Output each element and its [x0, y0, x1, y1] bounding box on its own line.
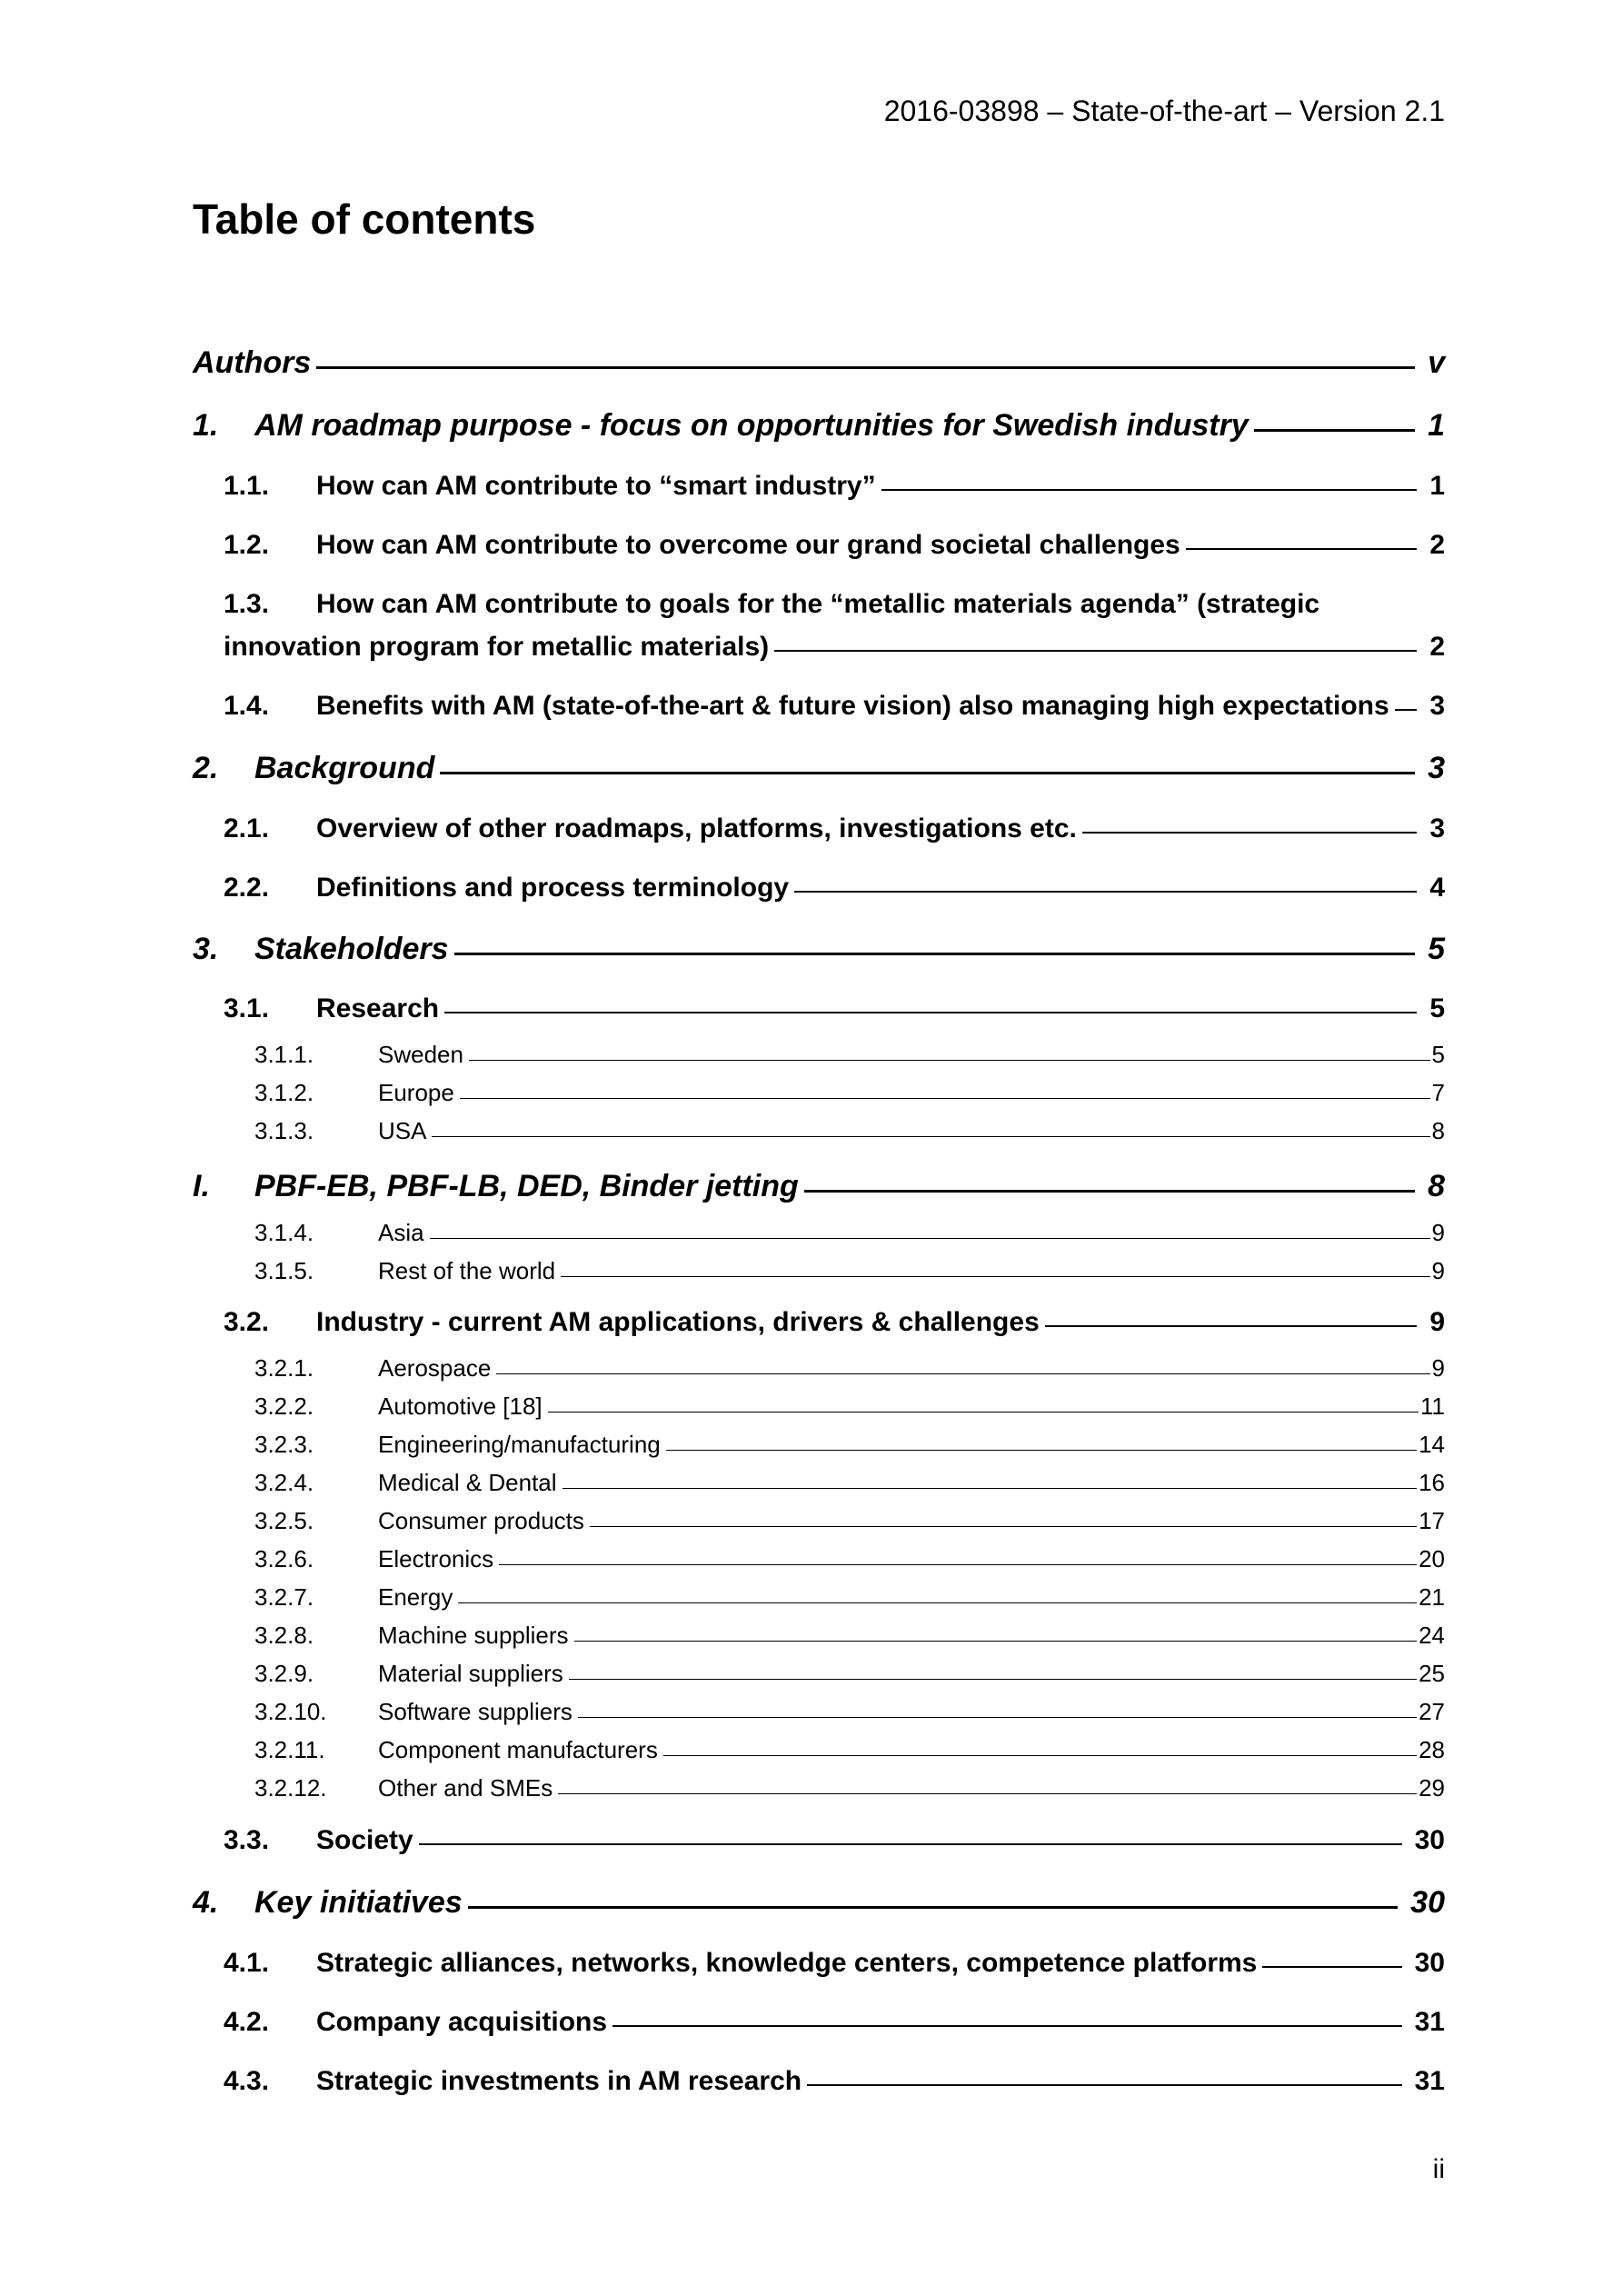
toc-page-number: 2 [1429, 530, 1445, 560]
toc-entry-chapter-4[interactable] [193, 1885, 1445, 1921]
toc-entry-number: 3.2. [224, 1307, 270, 1337]
toc-entry-title: Medical & Dental [378, 1469, 557, 1496]
toc-entry-number: 3.2.9. [254, 1660, 314, 1687]
dot-leader [569, 1679, 1417, 1680]
toc-page-number: 31 [1414, 2007, 1445, 2037]
toc-entry-section-1-3-line2[interactable] [224, 632, 1445, 663]
toc-entry-number: 3. [193, 932, 219, 966]
dot-leader [432, 1136, 1429, 1137]
toc-entry-number: 2.2. [224, 873, 270, 903]
dot-leader [499, 1564, 1417, 1565]
toc-page-number: 9 [1431, 1219, 1445, 1246]
toc-entry-title: Europe [378, 1079, 454, 1106]
toc-entry-number: 3.2.10. [254, 1698, 327, 1725]
toc-page-number: 9 [1431, 1354, 1445, 1382]
toc-page-number: 17 [1419, 1507, 1445, 1534]
toc-entry-section-4-1[interactable] [224, 1948, 1445, 1979]
toc-page-number: 28 [1419, 1736, 1445, 1763]
toc-page-number: 14 [1419, 1431, 1445, 1458]
toc-entry-title: Consumer products [378, 1507, 584, 1534]
toc-entry-number: 3.2.3. [254, 1431, 314, 1458]
page-number: ii [1432, 2154, 1445, 2184]
toc-entry-number: 1.1. [224, 471, 270, 501]
toc-entry-title: Energy [378, 1583, 453, 1611]
toc-entry-title: Overview of other roadmaps, platforms, investigations etc. [316, 814, 1077, 844]
toc-page-number: 5 [1429, 993, 1445, 1023]
toc-page-number: 30 [1414, 1948, 1445, 1978]
toc-page-number: 8 [1428, 1169, 1445, 1203]
toc-entry-number: 4.3. [224, 2066, 270, 2096]
toc-page-number: 3 [1429, 814, 1445, 844]
running-header: 2016-03898 – State-of-the-art – Version 2.1 [883, 95, 1445, 127]
dot-leader [561, 1276, 1429, 1277]
toc-page-number: 25 [1419, 1660, 1445, 1687]
dot-leader [794, 891, 1417, 893]
toc-entry-number: 2.1. [224, 814, 270, 844]
toc-entry-subsection-3-2-2[interactable] [254, 1393, 1445, 1421]
toc-page-number: v [1428, 345, 1445, 380]
toc-entry-title: AM roadmap purpose - focus on opportunities for Swedish industry [254, 408, 1249, 443]
toc-entry-title: Company acquisitions [316, 2007, 608, 2037]
toc-entry-title: Industry - current AM applications, drivers & challenges [316, 1307, 1040, 1337]
toc-entry-number: I. [193, 1169, 210, 1203]
toc-entry-title: How can AM contribute to goals for the “metallic materials agenda” (strategic [316, 589, 1320, 619]
toc-page-number: 2 [1429, 632, 1445, 662]
toc-entry-subsection-3-2-12[interactable] [254, 1774, 1445, 1802]
dot-leader [1082, 832, 1417, 834]
toc-entry-section-3-3[interactable] [224, 1825, 1445, 1856]
dot-leader [460, 1098, 1430, 1099]
toc-entry-number: 3.2.12. [254, 1774, 327, 1802]
dot-leader [612, 2025, 1402, 2027]
page-title: Table of contents [193, 195, 536, 243]
dot-leader [804, 1190, 1415, 1193]
toc-entry-section-2-2[interactable] [224, 873, 1445, 903]
toc-entry-subsection-3-2-1[interactable] [254, 1354, 1445, 1383]
toc-entry-title: Aerospace [378, 1354, 492, 1382]
toc-entry-title: Software suppliers [378, 1698, 573, 1725]
toc-entry-subsection-3-2-6[interactable] [254, 1545, 1445, 1573]
toc-page-number: 30 [1410, 1885, 1445, 1920]
toc-page-number: 20 [1419, 1545, 1445, 1572]
toc-entry-number: 3.2.1. [254, 1354, 314, 1382]
dot-leader [1186, 548, 1418, 550]
toc-entry-section-4-2[interactable] [224, 2007, 1445, 2038]
toc-page-number: 27 [1419, 1698, 1445, 1725]
toc-entry-chapter-3[interactable] [193, 932, 1445, 967]
toc-entry-title: Machine suppliers [378, 1622, 569, 1649]
toc-entry-subsection-3-1-1[interactable] [254, 1041, 1445, 1069]
toc-page-number: 3 [1428, 751, 1445, 785]
toc-entry-section-1-1[interactable] [224, 471, 1445, 502]
toc-page-number: 4 [1429, 873, 1445, 903]
toc-entry-number: 3.1.1. [254, 1041, 314, 1068]
toc-entry-title: Engineering/manufacturing [378, 1431, 661, 1458]
toc-entry-title: Other and SMEs [378, 1774, 553, 1802]
dot-leader [1262, 1966, 1401, 1968]
toc-entry-title: How can AM contribute to overcome our grand societal challenges [316, 530, 1180, 560]
dot-leader [590, 1526, 1417, 1527]
toc-entry-title: USA [378, 1117, 427, 1144]
toc-entry-number: 3.1.3. [254, 1117, 314, 1144]
toc-entry-number: 3.1. [224, 993, 270, 1023]
toc-entry-title: Stakeholders [254, 932, 449, 966]
toc-page-number: 7 [1431, 1079, 1445, 1106]
toc-entry-section-1-3-line1[interactable] [224, 589, 1319, 620]
dot-leader [663, 1755, 1417, 1756]
toc-entry-number: 4.1. [224, 1948, 270, 1978]
dot-leader [807, 2084, 1402, 2086]
toc-entry-title: How can AM contribute to “smart industry” [316, 471, 876, 501]
toc-entry-subsection-3-2-4[interactable] [254, 1469, 1445, 1497]
toc-entry-number: 3.1.5. [254, 1257, 314, 1284]
toc-entry-title: Strategic investments in AM research [316, 2066, 802, 2096]
dot-leader [574, 1641, 1418, 1642]
toc-page-number: 31 [1414, 2066, 1445, 2096]
dot-leader [881, 489, 1418, 491]
toc-entry-chapter-2[interactable] [193, 751, 1445, 786]
toc-entry-number: 3.1.2. [254, 1079, 314, 1106]
dot-leader [419, 1843, 1402, 1845]
toc-entry-title: innovation program for metallic materials) [224, 632, 770, 662]
dot-leader [1045, 1325, 1418, 1327]
toc-entry-subsection-3-2-10[interactable] [254, 1698, 1445, 1726]
dot-leader [774, 650, 1417, 652]
toc-entry-subsection-3-1-5[interactable] [254, 1257, 1445, 1285]
toc-page-number: 16 [1419, 1469, 1445, 1496]
toc-page-number: 29 [1419, 1774, 1445, 1802]
toc-page-number: 24 [1419, 1622, 1445, 1649]
toc-page-number: 11 [1420, 1393, 1445, 1420]
toc-entry-title: Benefits with AM (state-of-the-art & future vision) also managing high expectations [316, 691, 1389, 721]
dot-leader [1395, 709, 1418, 711]
toc-entry-section-1-2[interactable] [224, 530, 1445, 561]
toc-entry-title: Component manufacturers [378, 1736, 658, 1763]
toc-entry-authors[interactable] [193, 345, 1445, 381]
toc-entry-section-3-2[interactable] [224, 1307, 1445, 1338]
toc-entry-section-2-1[interactable] [224, 814, 1445, 844]
toc-entry-chapter-1[interactable] [193, 408, 1445, 444]
dot-leader [563, 1488, 1418, 1489]
toc-entry-subsection-3-2-11[interactable] [254, 1736, 1445, 1764]
toc-entry-title: Authors [193, 345, 312, 380]
toc-entry-section-3-1[interactable] [224, 993, 1445, 1024]
toc-page-number: 3 [1429, 691, 1445, 721]
toc-entry-title: Asia [378, 1219, 424, 1246]
toc-entry-number: 4.2. [224, 2007, 270, 2037]
toc-page-number: 9 [1431, 1257, 1445, 1284]
toc-entry-subsection-3-1-3[interactable] [254, 1117, 1445, 1145]
dot-leader [666, 1450, 1417, 1451]
dot-leader [430, 1238, 1430, 1239]
toc-entry-number: 3.2.11. [254, 1736, 325, 1763]
dot-leader [316, 366, 1415, 369]
toc-entry-number: 1.2. [224, 530, 270, 560]
toc-entry-title: PBF-EB, PBF-LB, DED, Binder jetting [254, 1169, 799, 1203]
dot-leader [454, 953, 1416, 955]
dot-leader [440, 772, 1415, 774]
toc-entry-number: 3.3. [224, 1825, 270, 1855]
toc-entry-number: 4. [193, 1885, 219, 1920]
toc-entry-subsection-3-2-8[interactable] [254, 1622, 1445, 1650]
toc-entry-number: 3.2.7. [254, 1583, 314, 1611]
toc-page-number: 5 [1431, 1041, 1445, 1068]
toc-page-number: 8 [1431, 1117, 1445, 1144]
toc-entry-subsection-3-2-5[interactable] [254, 1507, 1445, 1535]
toc-entry-title: Rest of the world [378, 1257, 556, 1284]
toc-entry-subsection-3-1-2[interactable] [254, 1079, 1445, 1107]
toc-entry-title: Definitions and process terminology [316, 873, 790, 903]
toc-entry-subsection-3-2-9[interactable] [254, 1660, 1445, 1688]
toc-entry-number: 1. [193, 408, 219, 443]
dot-leader [1254, 429, 1415, 432]
toc-entry-section-4-3[interactable] [224, 2066, 1445, 2097]
toc-entry-number: 1.4. [224, 691, 270, 721]
toc-entry-chapter-I[interactable] [193, 1169, 1445, 1204]
dot-leader [444, 1012, 1417, 1013]
toc-entry-title: Sweden [378, 1041, 463, 1068]
toc-entry-title: Electronics [378, 1545, 494, 1572]
toc-page-number: 1 [1429, 471, 1445, 501]
toc-page-number: 21 [1419, 1583, 1445, 1611]
toc-entry-number: 3.2.5. [254, 1507, 314, 1534]
dot-leader [578, 1717, 1417, 1718]
dot-leader [468, 1906, 1399, 1909]
toc-page-number: 30 [1414, 1825, 1445, 1855]
toc-page-number: 5 [1428, 932, 1445, 966]
toc-entry-section-1-4[interactable] [224, 691, 1445, 722]
dot-leader [558, 1793, 1417, 1794]
toc-entry-number: 3.2.6. [254, 1545, 314, 1572]
toc-entry-subsection-3-2-3[interactable] [254, 1431, 1445, 1459]
dot-leader [458, 1602, 1417, 1603]
toc-entry-number: 3.2.2. [254, 1393, 314, 1420]
dot-leader [496, 1373, 1429, 1374]
toc-entry-number: 3.2.8. [254, 1622, 314, 1649]
toc-page-number: 9 [1429, 1307, 1445, 1337]
toc-entry-title: Key initiatives [254, 1885, 463, 1920]
toc-entry-title: Material suppliers [378, 1660, 563, 1687]
toc-entry-title: Research [316, 993, 440, 1023]
toc-entry-number: 2. [193, 751, 219, 785]
toc-entry-number: 1.3. [224, 589, 270, 619]
toc-entry-title: Society [316, 1825, 413, 1855]
toc-entry-subsection-3-2-7[interactable] [254, 1583, 1445, 1612]
toc-entry-number: 3.1.4. [254, 1219, 314, 1246]
toc-page-number: 1 [1428, 408, 1445, 443]
dot-leader [548, 1412, 1419, 1413]
toc-entry-title: Automotive [18] [378, 1393, 543, 1420]
toc-entry-subsection-3-1-4[interactable] [254, 1219, 1445, 1247]
toc-entry-title: Background [254, 751, 435, 785]
toc-entry-number: 3.2.4. [254, 1469, 314, 1496]
toc-entry-title: Strategic alliances, networks, knowledge centers, competence platforms [316, 1948, 1258, 1978]
dot-leader [469, 1060, 1430, 1061]
